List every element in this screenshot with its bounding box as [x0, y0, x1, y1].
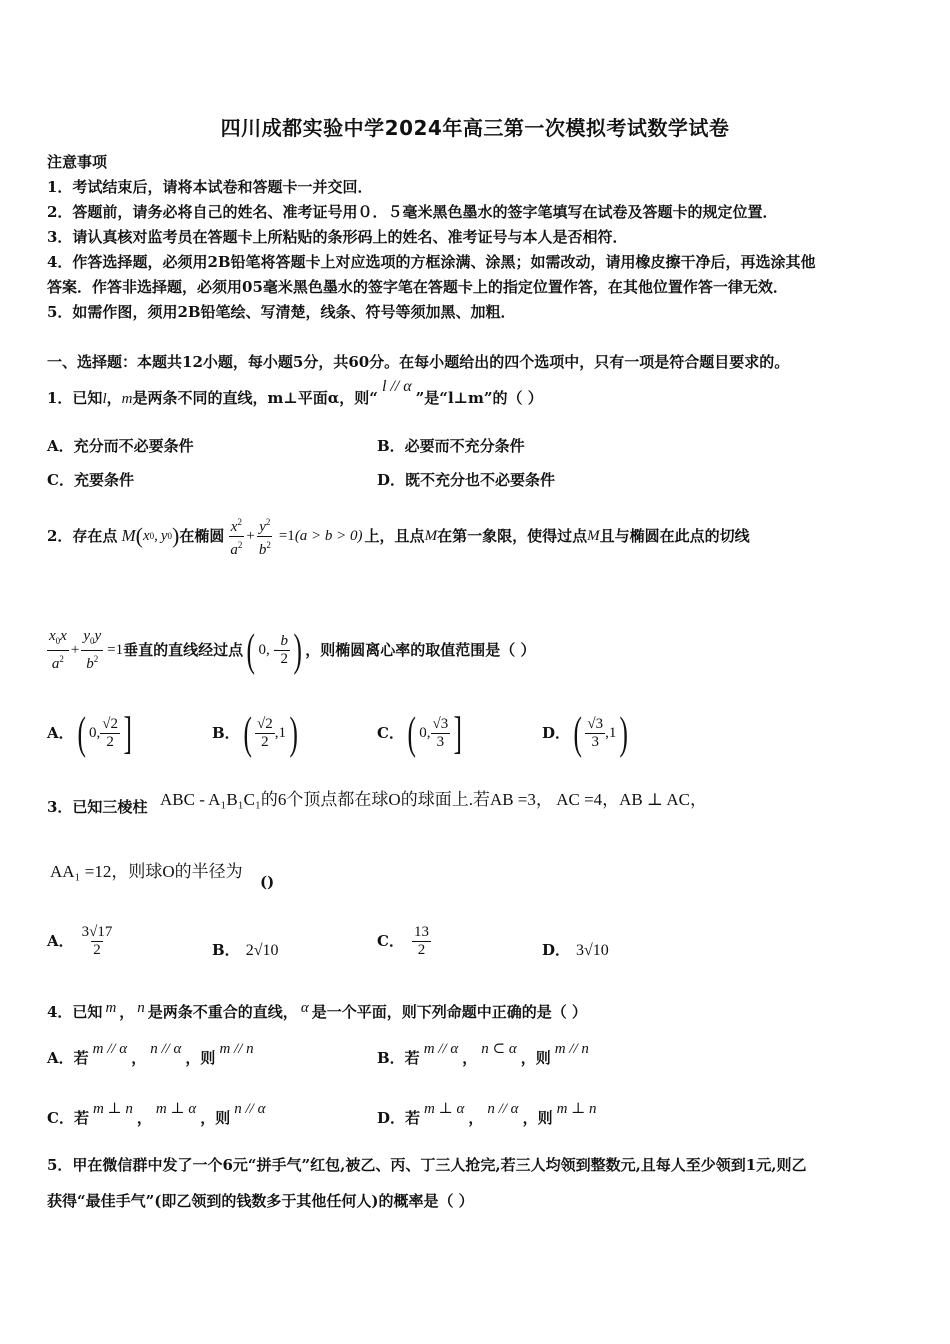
section-heading: 一、选择题：本题共12小题，每小题5分，共60分。在每小题给出的四个选项中，只有一项是符合题目要求的。 — [47, 353, 790, 371]
q1-option-a: A．充分而不必要条件 — [47, 437, 194, 455]
answer-paren: () — [260, 873, 275, 891]
note-item: 4．作答选择题，必须用2B铅笔将答题卡上对应选项的方框涂满、涂黑；如需改动，请用橡皮擦干净后，再选涂其他 — [47, 253, 816, 271]
frac-x2-a2: $\frac{x^2}{a^2}$ — [228, 514, 244, 559]
frac-x0x-a2: $\frac{x_0x}{a^2}$ — [49, 627, 67, 672]
q1-option-c: C．充要条件 — [47, 471, 134, 489]
note-item: 5．如需作图，须用2B铅笔绘、写清楚，线条、符号等须加黑、加粗． — [47, 303, 516, 321]
q2-option-c: C． ( 0, $\frac{√3}{3}$ ] — [377, 707, 463, 758]
expr-l-parallel-alpha: l // α — [381, 378, 412, 395]
question-3-line2: AA₁ =12，则球O的半径为 — [50, 862, 243, 881]
question-3-label: 3．已知三棱柱 — [47, 798, 148, 816]
question-4: 4．已知 m ， n 是两条不重合的直线， α 是一个平面，则下列命题中正确的是（ ） — [47, 1000, 587, 1021]
q4-option-d: D．若 m ⊥ α ， n // α ，则 m ⊥ n — [377, 1101, 597, 1127]
question-1: 1．已知l，m是两条不同的直线，m⊥平面α，则“l // α”是“l⊥m”的（ ） — [47, 378, 543, 407]
q4-option-b: B．若 m // α ， n ⊂ α ，则 m // n — [377, 1041, 589, 1067]
page-title: 四川成都实验中学2024年高三第一次模拟考试数学试卷 — [220, 116, 730, 140]
frac-y2-b2: $\frac{y^2}{b^2}$ — [257, 514, 273, 559]
frac-y0y-b2: $\frac{y_0y}{b^2}$ — [83, 627, 102, 672]
q2-option-b: B． ( $\frac{√2}{2}$ ,1 ) — [212, 707, 298, 758]
notes-heading: 注意事项 — [47, 153, 108, 171]
q2-option-d: D． ( $\frac{√3}{3}$ ,1 ) — [542, 707, 629, 758]
frac-b-2: $\frac{b}{2}$ — [280, 632, 288, 667]
question-3-line1: ABC - A₁B₁C₁的6个顶点都在球O的球面上.若AB =3， AC =4，AB ⊥ AC， — [160, 790, 707, 809]
note-item: 1．考试结束后，请将本试卷和答题卡一并交回． — [47, 178, 373, 196]
q4-option-c: C．若 m ⊥ n ， m ⊥ α ，则 n // α — [47, 1101, 266, 1127]
q1-option-d: D．既不充分也不必要条件 — [377, 471, 556, 489]
q3-option-a: A． $\frac{3√17}{2}$ — [47, 923, 113, 958]
q1-option-b: B．必要而不充分条件 — [377, 437, 525, 455]
q3-option-c: C． $\frac{13}{2}$ — [377, 923, 429, 958]
question-5-line2: 获得“最佳手气”(即乙领到的钱数多于其他任何人)的概率是（ ） — [47, 1192, 474, 1210]
question-2-line1: 2．存在点 M ( x 0 , y 0 ) 在椭圆 $\frac{x^2}{a^2}$ + $\frac{y^2}{b^2}$ =1 (a > b > 0) 上，且点 M 在第一象限，使得过点 M 且与椭圆在此点的切线 — [47, 506, 750, 566]
q4-option-a: A．若 m // α ， n // α ，则 m // n — [47, 1041, 254, 1067]
question-2-line2: $\frac{x_0x}{a^2}$ + $\frac{y_0y}{b^2}$ =1 垂直的直线经过点 ( 0, - $\frac{b}{2}$ ) ，则椭圆离心率的取值范围是（ ） — [49, 624, 536, 675]
note-item: 2．答题前，请务必将自己的姓名、准考证号用０．５毫米黑色墨水的签字笔填写在试卷及答题卡的规定位置． — [47, 203, 778, 221]
note-item: 3．请认真核对监考员在答题卡上所粘贴的条形码上的姓名、准考证号与本人是否相符． — [47, 228, 628, 246]
question-5-line1: 5．甲在微信群中发了一个6元“拼手气”红包,被乙、丙、丁三人抢完,若三人均领到整数元,且每人至少领到1元,则乙 — [47, 1156, 807, 1174]
note-item: 答案．作答非选择题，必须用05毫米黑色墨水的签字笔在答题卡上的指定位置作答，在其他位置作答一律无效． — [47, 278, 788, 296]
q2-option-a: A． ( 0, $\frac{√2}{2}$ ] — [47, 707, 132, 758]
q3-option-d: D． 3√10 — [542, 941, 609, 959]
q3-option-b: B． 2√10 — [212, 941, 279, 959]
